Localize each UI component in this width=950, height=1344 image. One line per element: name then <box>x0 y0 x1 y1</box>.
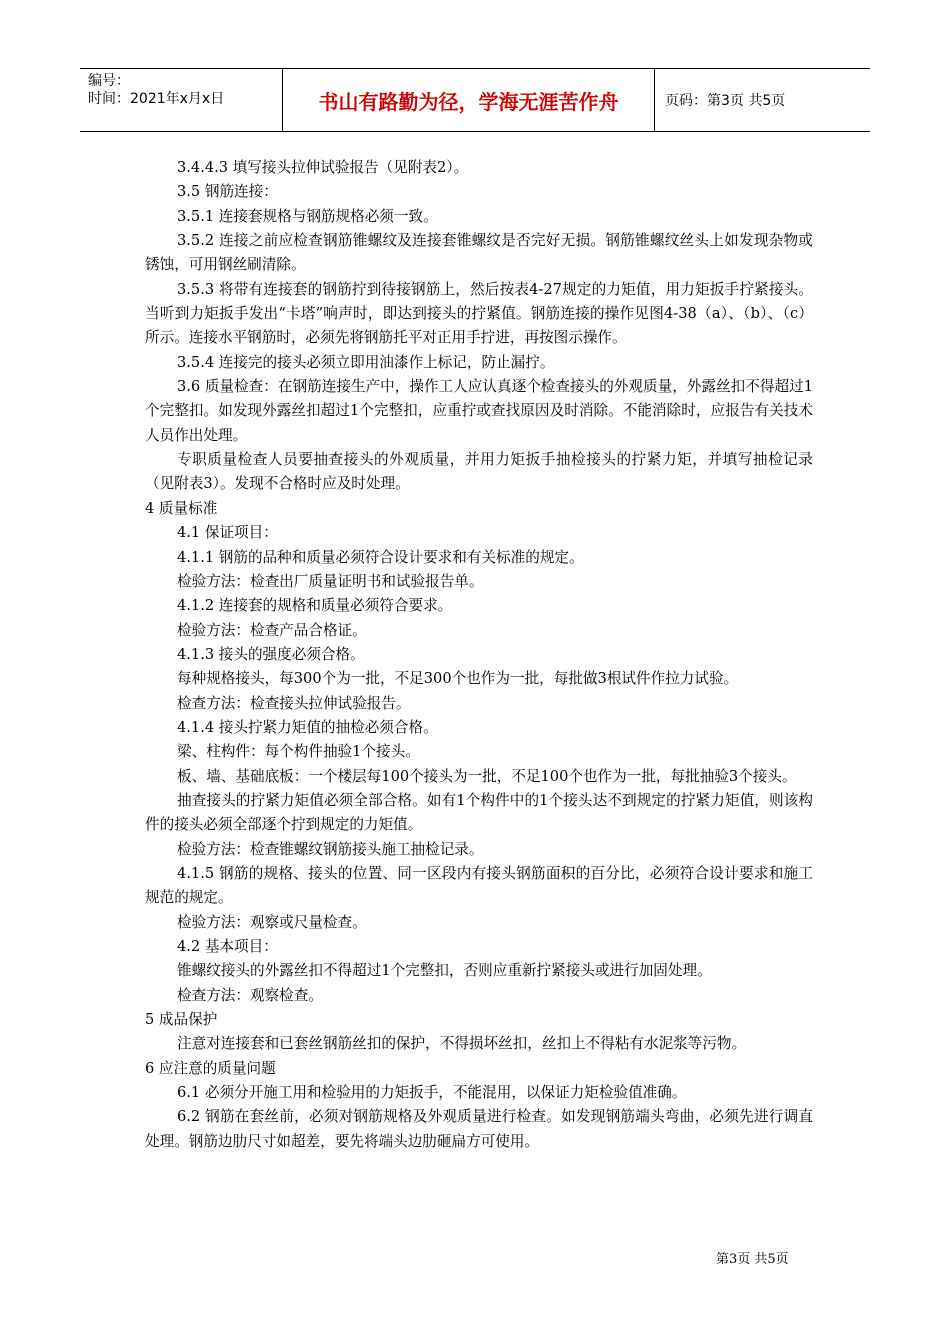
paragraph: 3.6 质量检查：在钢筋连接生产中，操作工人应认真逐个检查接头的外观质量，外露丝扣不得超过1个完整扣。如发现外露丝扣超过1个完整扣，应重拧或查找原因及时消除。不能消除时，应报告有关技术人员作出处理。 <box>145 378 813 444</box>
paragraph: 抽查接头的拧紧力矩值必须全部合格。如有1个构件中的1个接头达不到规定的拧紧力矩值，则该构件的接头必须全部逐个拧到规定的力矩值。 <box>145 791 813 834</box>
paragraph: 检查方法：检查接头拉伸试验报告。 <box>177 694 411 712</box>
paragraph: 检验方法：观察或尺量检查。 <box>177 913 367 931</box>
paragraph: 6 应注意的质量问题 <box>145 1059 276 1077</box>
paragraph: 板、墙、基础底板：一个楼层每100个接头为一批，不足100个也作为一批，每批抽验3个接头。 <box>177 767 797 785</box>
document-body <box>145 156 813 1154</box>
paragraph: 5 成品保护 <box>145 1011 218 1029</box>
paragraph: 3.5 钢筋连接： <box>177 183 278 201</box>
paragraph: 3.4.4.3 填写接头拉伸试验报告（见附表2）。 <box>177 159 469 176</box>
paragraph: 检验方法：检查锥螺纹钢筋接头施工抽检记录。 <box>177 840 484 858</box>
paragraph: 每种规格接头，每300个为一批，不足300个也作为一批，每批做3根试件作拉力试验。 <box>177 670 739 688</box>
paragraph: 4.2 基本项目： <box>177 938 278 955</box>
paragraph: 6.1 必须分开施工用和检验用的力矩扳手，不能混用，以保证力矩检验值准确。 <box>177 1084 687 1102</box>
paragraph: 4 质量标准 <box>145 499 218 517</box>
paragraph: 检验方法：检查产品合格证。 <box>177 621 367 639</box>
header-motto: 书山有路勤为径，学海无涯苦作舟 <box>282 69 655 131</box>
paragraph: 4.1 保证项目： <box>177 524 278 542</box>
paragraph: 3.5.2 连接之前应检查钢筋锥螺纹及连接套锥螺纹是否完好无损。钢筋锥螺纹丝头上如发现杂物或锈蚀，可用钢丝刷清除。 <box>145 232 813 274</box>
paragraph: 4.1.1 钢筋的品种和质量必须符合设计要求和有关标准的规定。 <box>177 548 584 566</box>
paragraph: 3.5.3 将带有连接套的钢筋拧到待接钢筋上，然后按表4-27规定的力矩值，用力矩扳手拧紧接头。当听到力矩扳手发出“卡塔”响声时，即达到接头的拧紧值。钢筋连接的操作见图4-38（a）、（b）、（c）所示。连接水平钢筋时，必须先将钢筋托平对正用手拧进，再按图示操作。 <box>145 280 813 347</box>
paragraph: 3.5.4 连接完的接头必须立即用油漆作上标记，防止漏拧。 <box>177 353 555 371</box>
paragraph: 锥螺纹接头的外露丝扣不得超过1个完整扣，否则应重新拧紧接头或进行加固处理。 <box>177 962 712 980</box>
paragraph: 检验方法：检查出厂质量证明书和试验报告单。 <box>177 572 484 590</box>
header-meta <box>80 69 282 131</box>
paragraph: 注意对连接套和已套丝钢筋丝扣的保护，不得损坏丝扣，丝扣上不得粘有水泥浆等污物。 <box>177 1035 747 1053</box>
paragraph: 6.2 钢筋在套丝前，必须对钢筋规格及外观质量进行检查。如发现钢筋端头弯曲，必须先进行调直处理。钢筋边肋尺寸如超差，要先将端头边肋砸扁方可使用。 <box>145 1108 813 1150</box>
paragraph: 专职质量检查人员要抽查接头的外观质量，并用力矩扳手抽检接头的拧紧力矩，并填写抽检记录（见附表3）。发现不合格时应及时处理。 <box>145 451 813 493</box>
paragraph: 4.1.2 连接套的规格和质量必须符合要求。 <box>177 597 453 615</box>
paragraph: 4.1.4 接头拧紧力矩值的抽检必须合格。 <box>177 718 438 736</box>
paragraph: 梁、柱构件：每个构件抽验1个接头。 <box>177 743 420 761</box>
document-number-label: 编号： <box>88 73 130 89</box>
paragraph: 4.1.5 钢筋的规格、接头的位置、同一区段内有接头钢筋面积的百分比，必须符合设计要求和施工规范的规定。 <box>145 864 813 907</box>
header-page-number: 页码：第3页 共5页 <box>665 93 786 109</box>
paragraph: 检查方法：观察检查。 <box>177 986 323 1004</box>
paragraph: 4.1.3 接头的强度必须合格。 <box>177 645 365 663</box>
document-date-label: 时间：2021年x月x日 <box>88 91 225 107</box>
paragraph: 3.5.1 连接套规格与钢筋规格必须一致。 <box>177 207 438 225</box>
page-header <box>80 68 870 132</box>
footer-page-number: 第3页 共5页 <box>716 1252 789 1267</box>
